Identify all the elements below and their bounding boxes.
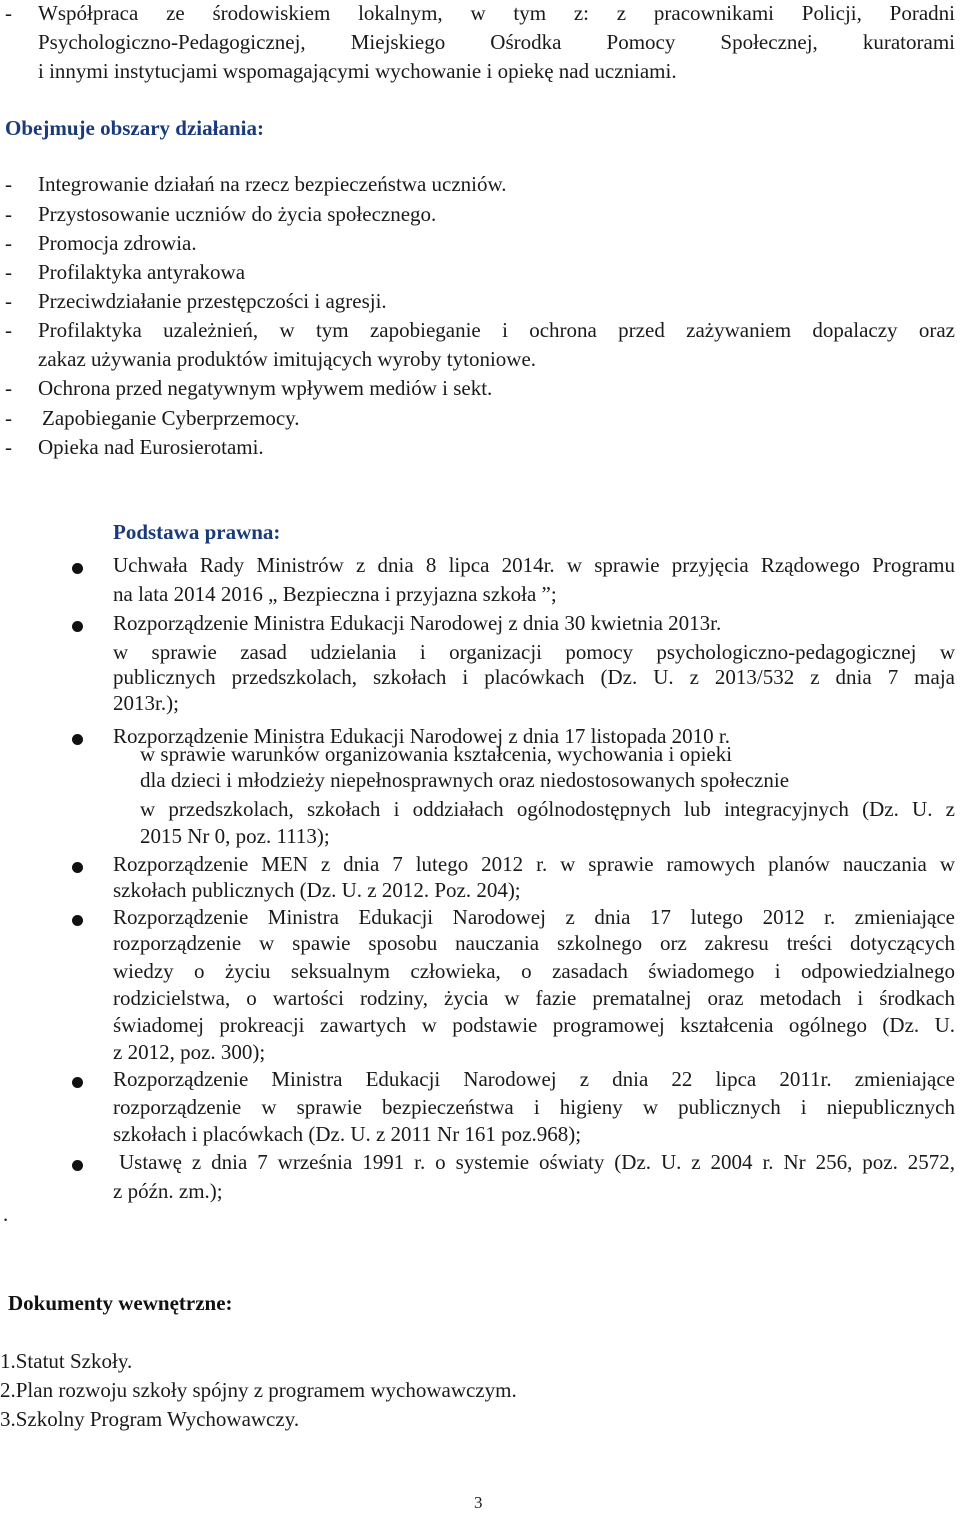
internal-item: 1.Statut Szkoły.	[0, 1349, 133, 1373]
legal-line: 2015 Nr 0, poz. 1113);	[140, 824, 330, 848]
area-item: Przystosowanie uczniów do życia społecznego.	[38, 202, 437, 226]
bullet-icon	[72, 563, 83, 574]
internal-item: 2.Plan rozwoju szkoły spójny z programem wychowawczym.	[0, 1378, 517, 1402]
area-item: Profilaktyka antyrakowa	[38, 260, 246, 284]
bullet-icon	[72, 1160, 83, 1171]
legal-line: Rozporządzenie Ministra Edukacji Narodowej z dnia 17 lutego 2012 r. zmieniające	[113, 905, 955, 929]
intro-line: Współpraca ze środowiskiem lokalnym, w tym z: z pracownikami Policji, Poradni	[38, 1, 955, 25]
legal-line: świadomej prokreacji zawartych w podstawie programowej kształcenia ogólnego (Dz. U.	[113, 1013, 955, 1037]
area-item: zakaz używania produktów imitujących wyroby tytoniowe.	[38, 347, 537, 371]
legal-line: Rozporządzenie Ministra Edukacji Narodowej z dnia 17 listopada 2010 r.	[113, 724, 730, 748]
list-dash: -	[5, 318, 12, 342]
legal-line: wiedzy o życiu seksualnym człowieka, o zasadach świadomego i odpowiedzialnego	[113, 959, 955, 983]
legal-line: rozporządzenie w sprawie bezpieczeństwa i higieny w publicznych i niepublicznych	[113, 1095, 955, 1119]
internal-item: 3.Szkolny Program Wychowawczy.	[0, 1407, 300, 1431]
bullet-icon	[72, 915, 83, 926]
legal-line: z 2012, poz. 300);	[113, 1040, 266, 1064]
area-item: Przeciwdziałanie przestępczości i agresji.	[38, 289, 387, 313]
areas-heading: Obejmuje obszary działania:	[5, 116, 264, 140]
list-dash: -	[5, 406, 12, 430]
intro-line: i innymi instytucjami wspomagającymi wychowanie i opiekę nad uczniami.	[38, 59, 677, 83]
legal-line: na lata 2014 2016 „ Bezpieczna i przyjazna szkoła ”;	[113, 582, 557, 606]
bullet-icon	[72, 862, 83, 873]
legal-line: Rozporządzenie MEN z dnia 7 lutego 2012 r. w sprawie ramowych planów nauczania w	[113, 852, 955, 876]
intro-dash: -	[5, 1, 12, 25]
list-dash: -	[5, 260, 12, 284]
bullet-icon	[72, 621, 83, 632]
legal-line: z późn. zm.);	[113, 1179, 223, 1203]
legal-line: Ustawę z dnia 7 września 1991 r. o systemie oświaty (Dz. U. z 2004 r. Nr 256, poz. 2572,	[119, 1150, 955, 1174]
legal-line: rozporządzenie w spawie sposobu nauczania szkolnego orz zakresu treści dotyczących	[113, 931, 955, 955]
legal-line: szkołach publicznych (Dz. U. z 2012. Poz. 204);	[113, 878, 521, 902]
legal-line: Rozporządzenie Ministra Edukacji Narodowej z dnia 22 lipca 2011r. zmieniające	[113, 1067, 955, 1091]
list-dash: -	[5, 289, 12, 313]
stray-period: .	[3, 1202, 9, 1226]
list-dash: -	[5, 172, 12, 196]
legal-line: rodzicielstwa, o wartości rodziny, życia w fazie prematalnej oraz metodach i środkach	[113, 986, 955, 1010]
legal-line: dla dzieci i młodzieży niepełnosprawnych oraz niedostosowanych społecznie	[140, 768, 790, 792]
area-item: Promocja zdrowia.	[38, 231, 197, 255]
legal-line: Uchwała Rady Ministrów z dnia 8 lipca 2014r. w sprawie przyjęcia Rządowego Programu	[113, 553, 955, 577]
area-item: Ochrona przed negatywnym wpływem mediów i sekt.	[38, 376, 493, 400]
bullet-icon	[72, 734, 83, 745]
list-dash: -	[5, 376, 12, 400]
legal-heading: Podstawa prawna:	[113, 520, 281, 544]
area-item: Zapobieganie Cyberprzemocy.	[42, 406, 300, 430]
legal-line: w przedszkolach, szkołach i oddziałach ogólnodostępnych lub integracyjnych (Dz. U. z	[140, 797, 955, 821]
list-dash: -	[5, 231, 12, 255]
legal-line: w sprawie warunków organizowania kształcenia, wychowania i opieki	[140, 742, 733, 766]
legal-line: szkołach i placówkach (Dz. U. z 2011 Nr 161 poz.968);	[113, 1122, 582, 1146]
legal-line: w sprawie zasad udzielania i organizacji pomocy psychologiczno-pedagogicznej w	[113, 640, 955, 664]
list-dash: -	[5, 435, 12, 459]
area-item: Integrowanie działań na rzecz bezpieczeństwa uczniów.	[38, 172, 507, 196]
internal-heading: Dokumenty wewnętrzne:	[8, 1291, 233, 1315]
area-item: Opieka nad Eurosierotami.	[38, 435, 264, 459]
bullet-icon	[72, 1077, 83, 1088]
legal-line: Rozporządzenie Ministra Edukacji Narodowej z dnia 30 kwietnia 2013r.	[113, 611, 722, 635]
area-item: Profilaktyka uzależnień, w tym zapobieganie i ochrona przed zażywaniem dopalaczy oraz	[38, 318, 955, 342]
list-dash: -	[5, 202, 12, 226]
legal-line: 2013r.);	[113, 691, 179, 715]
intro-line: Psychologiczno-Pedagogicznej, Miejskiego Ośrodka Pomocy Społecznej, kuratorami	[38, 30, 955, 54]
legal-line: publicznych przedszkolach, szkołach i placówkach (Dz. U. z 2013/532 z dnia 7 maja	[113, 665, 955, 689]
page-number: 3	[474, 1493, 483, 1512]
